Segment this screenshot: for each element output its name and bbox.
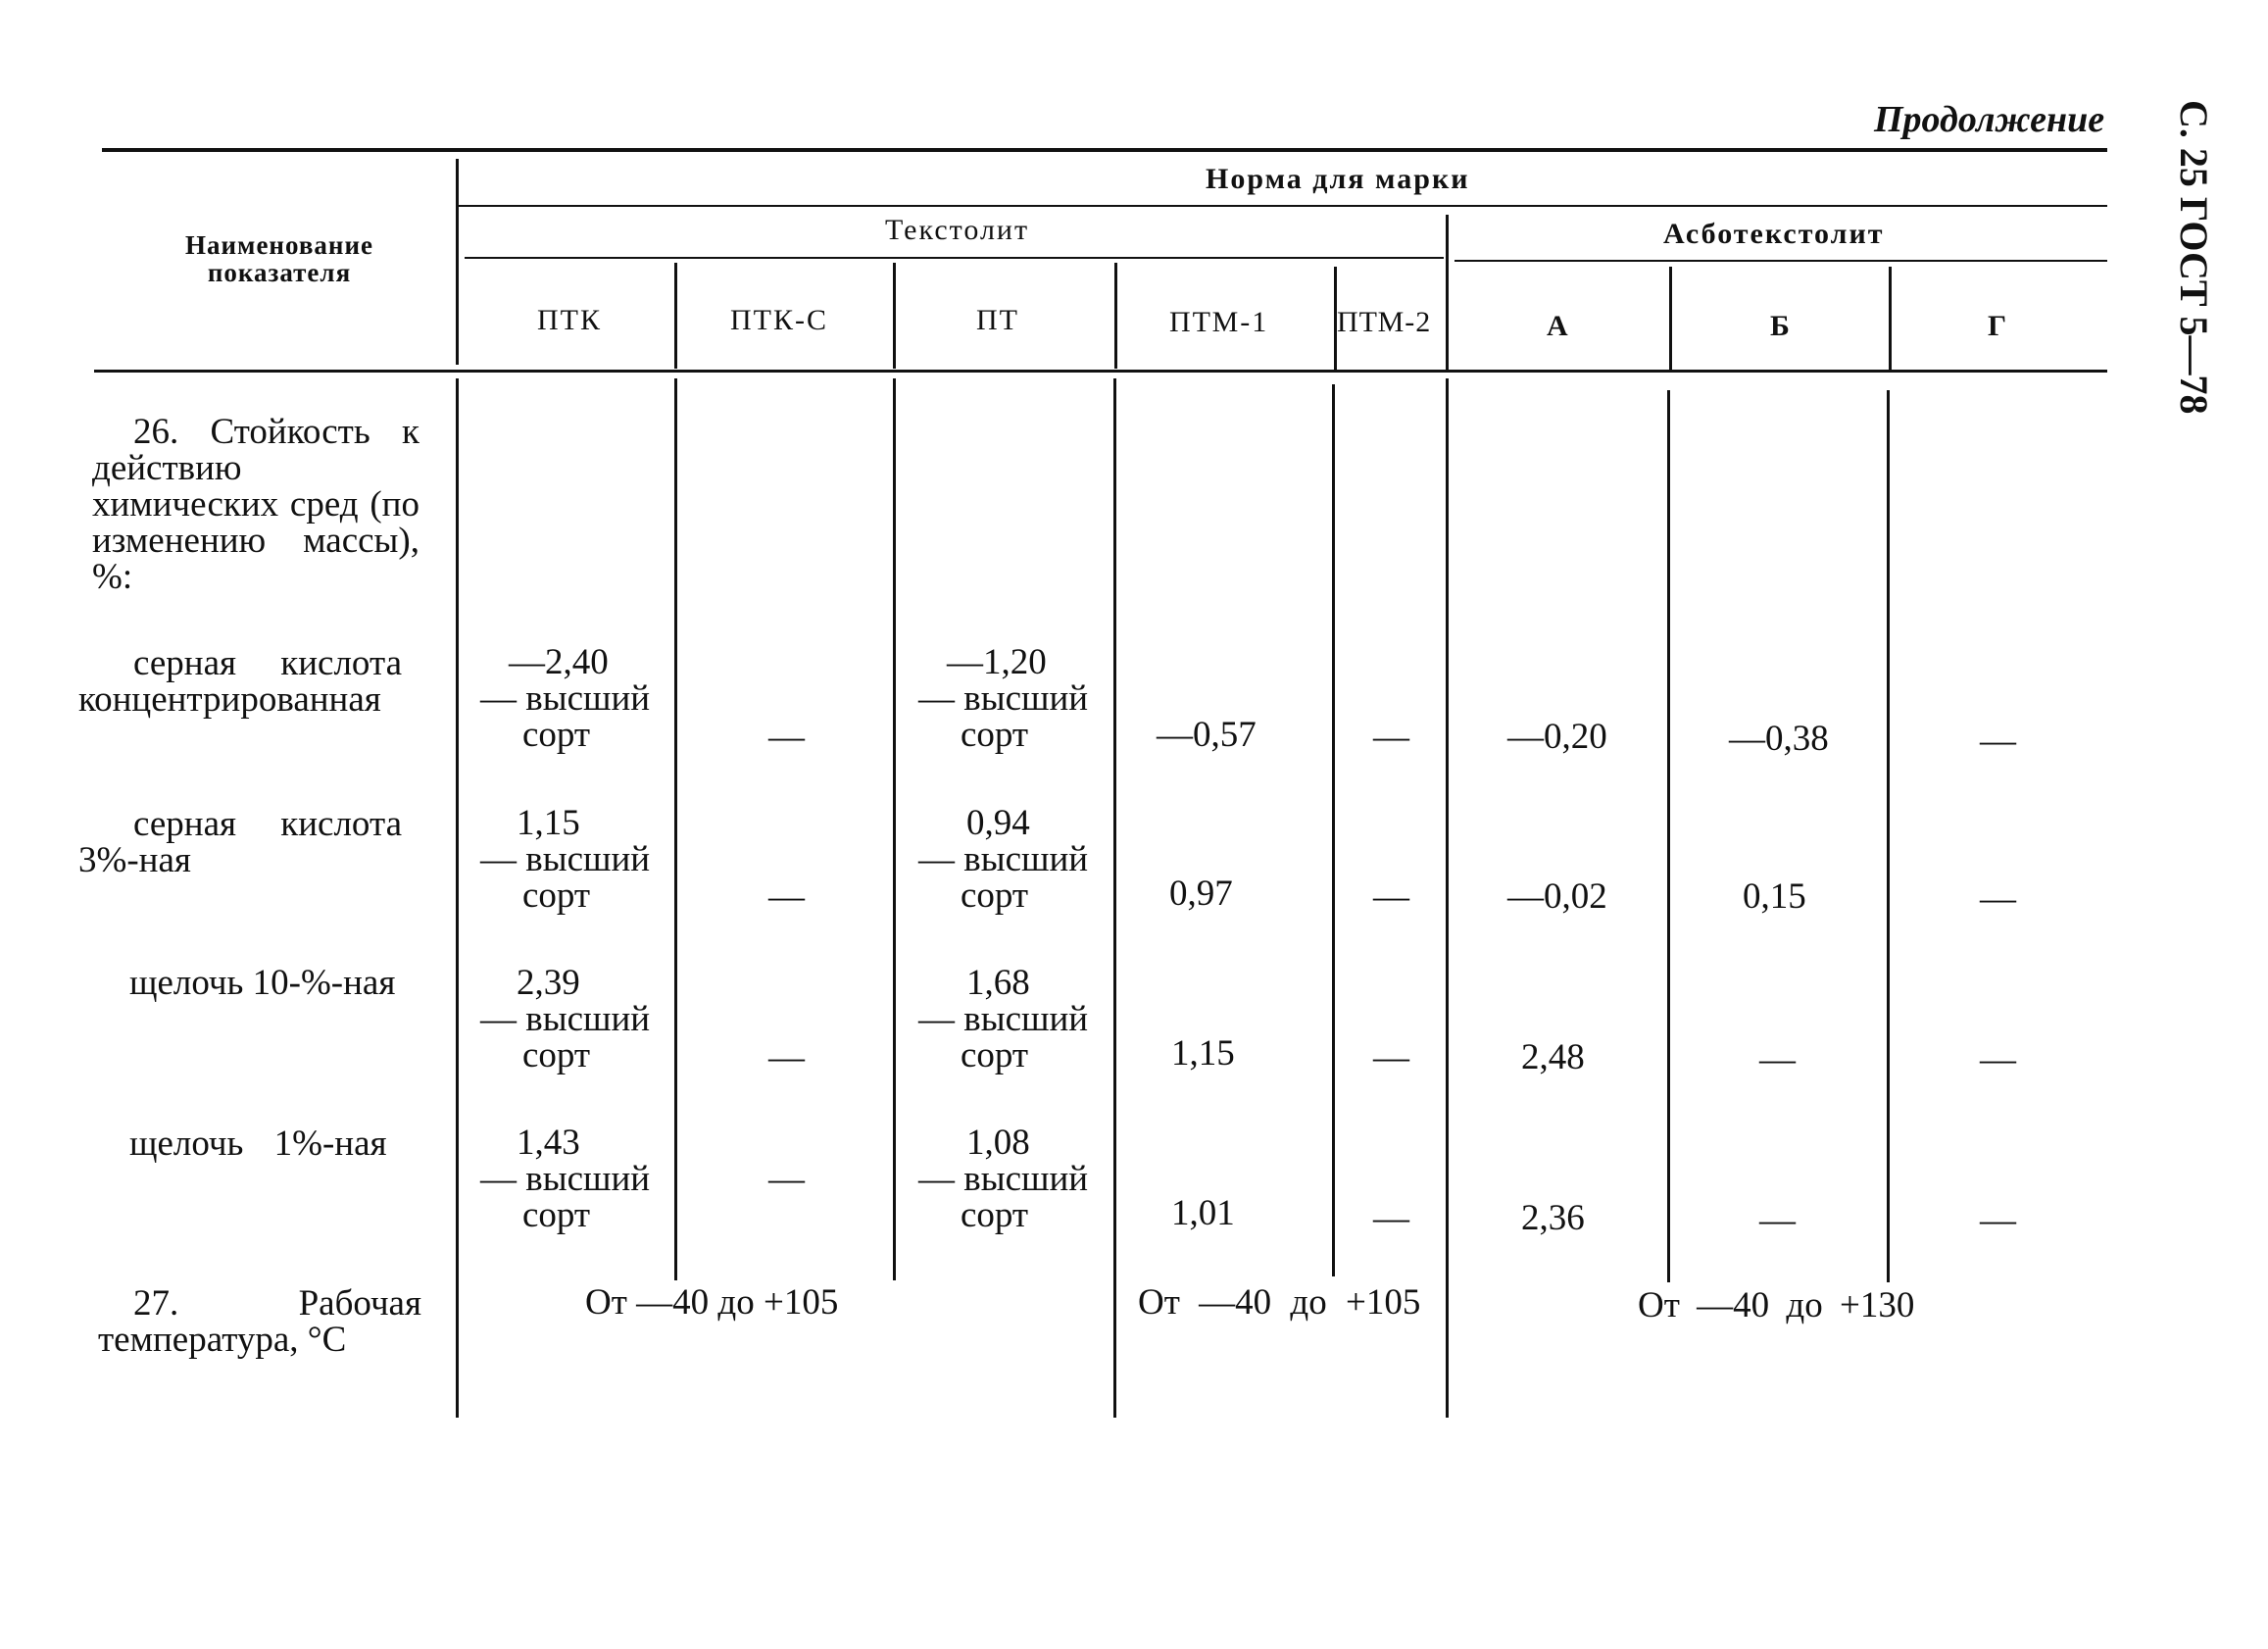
body-divider-name	[456, 378, 459, 1418]
row4-a: 2,36	[1521, 1198, 1585, 1238]
row1-ptk-grade: сорт	[522, 715, 591, 755]
row4-ptm1: 1,01	[1171, 1193, 1235, 1233]
row3-ptk-value: 2,39	[517, 963, 580, 1003]
row2-g: —	[1980, 878, 2016, 919]
col-divider-6	[1669, 267, 1672, 371]
col-ptk-s: ПТК-С	[730, 304, 828, 336]
group-asbotextolite: Асботекстолит	[1663, 218, 1885, 250]
body-divider-7	[1887, 390, 1890, 1282]
row4-ptm2: —	[1373, 1198, 1409, 1238]
row3-ptm2: —	[1373, 1037, 1409, 1077]
row3-ptk-note: — высший	[480, 999, 651, 1039]
norm-rule	[458, 205, 2107, 207]
col-ptm1: ПТМ-1	[1169, 306, 1269, 338]
row1-ptm2: —	[1373, 717, 1409, 757]
asbo-rule	[1454, 260, 2107, 262]
continuation-label: Продолжение	[1874, 99, 2105, 140]
row4-ptk-value: 1,43	[517, 1123, 580, 1163]
row3-pt-note: — высший	[918, 999, 1089, 1039]
row27-ptm-range: От —40 до +105	[1138, 1282, 1421, 1323]
row1-g: —	[1980, 721, 2016, 761]
row4-label: щелочь 1%-ная	[129, 1124, 387, 1164]
row2-ptks: —	[768, 876, 805, 917]
col-ptm2: ПТМ-2	[1337, 306, 1432, 338]
row2-ptm1: 0,97	[1169, 874, 1233, 914]
top-rule	[102, 148, 2107, 152]
body-divider-2	[893, 378, 896, 1280]
row3-ptk-grade: сорт	[522, 1035, 591, 1075]
row27-title: 27. Рабочая температура, °С	[98, 1283, 421, 1360]
row2-pt-value: 0,94	[966, 803, 1030, 843]
row1-ptks: —	[768, 717, 805, 757]
textolite-rule	[465, 257, 1444, 259]
row3-g: —	[1980, 1039, 2016, 1079]
row4-pt-value: 1,08	[966, 1123, 1030, 1163]
row4-b: —	[1759, 1200, 1796, 1240]
group-textolite: Текстолит	[885, 214, 1030, 246]
row2-pt-grade: сорт	[961, 875, 1029, 916]
row2-pt-note: — высший	[918, 839, 1089, 879]
row3-pt-value: 1,68	[966, 963, 1030, 1003]
row1-pt-note: — высший	[918, 678, 1089, 719]
row4-pt-note: — высший	[918, 1159, 1089, 1199]
row2-ptk-grade: сорт	[522, 875, 591, 916]
col-divider-name	[456, 159, 459, 365]
row3-a: 2,48	[1521, 1037, 1585, 1077]
body-divider-4	[1332, 384, 1335, 1276]
row4-ptk-grade: сорт	[522, 1195, 591, 1235]
body-divider-3	[1113, 378, 1116, 1418]
row1-label: серная кислота концентрированная	[78, 643, 402, 720]
col-divider-1	[674, 263, 677, 369]
body-divider-1	[674, 378, 677, 1280]
row1-ptk-note: — высший	[480, 678, 651, 719]
row1-ptk-value: —2,40	[509, 642, 609, 682]
row2-ptm2: —	[1373, 876, 1409, 917]
row4-pt-grade: сорт	[961, 1195, 1029, 1235]
row2-ptk-note: — высший	[480, 839, 651, 879]
col-divider-7	[1889, 267, 1892, 371]
col-divider-3	[1114, 263, 1117, 369]
norm-header: Норма для марки	[1206, 163, 1470, 195]
row27-asbo-range: От —40 до +130	[1638, 1285, 1915, 1325]
row3-pt-grade: сорт	[961, 1035, 1029, 1075]
row2-ptk-value: 1,15	[517, 803, 580, 843]
row4-ptks: —	[768, 1159, 805, 1199]
col-a: А	[1547, 310, 1570, 342]
header-bottom-rule	[94, 370, 2107, 373]
row27-textolite-range: От —40 до +105	[585, 1282, 839, 1323]
row1-pt-grade: сорт	[961, 715, 1029, 755]
row26-title: 26. Стойкость к действию химических сред (по изменению массы), %:	[92, 412, 419, 597]
col-pt: ПТ	[976, 304, 1019, 336]
row1-pt-value: —1,20	[947, 642, 1047, 682]
col-b: Б	[1770, 310, 1792, 342]
row2-b: 0,15	[1743, 876, 1806, 917]
row1-a: —0,20	[1507, 717, 1607, 757]
body-divider-5	[1446, 378, 1449, 1418]
row3-ptks: —	[768, 1037, 805, 1077]
row4-ptk-note: — высший	[480, 1159, 651, 1199]
row3-label: щелочь 10-%-ная	[129, 963, 396, 1003]
row1-ptm1: —0,57	[1157, 715, 1257, 755]
column-header-name: Наименование показателя	[185, 230, 373, 287]
row1-b: —0,38	[1729, 719, 1829, 759]
row3-ptm1: 1,15	[1171, 1033, 1235, 1074]
row2-a: —0,02	[1507, 876, 1607, 917]
col-g: Г	[1988, 310, 2009, 342]
body-divider-6	[1667, 390, 1670, 1282]
col-ptk: ПТК	[537, 304, 602, 336]
col-divider-2	[893, 263, 896, 369]
row2-label: серная кислота 3%-ная	[78, 804, 402, 880]
row3-b: —	[1759, 1039, 1796, 1079]
row4-g: —	[1980, 1200, 2016, 1240]
col-divider-group	[1446, 215, 1449, 372]
side-header: С. 25 ГОСТ 5—78	[2172, 100, 2216, 415]
